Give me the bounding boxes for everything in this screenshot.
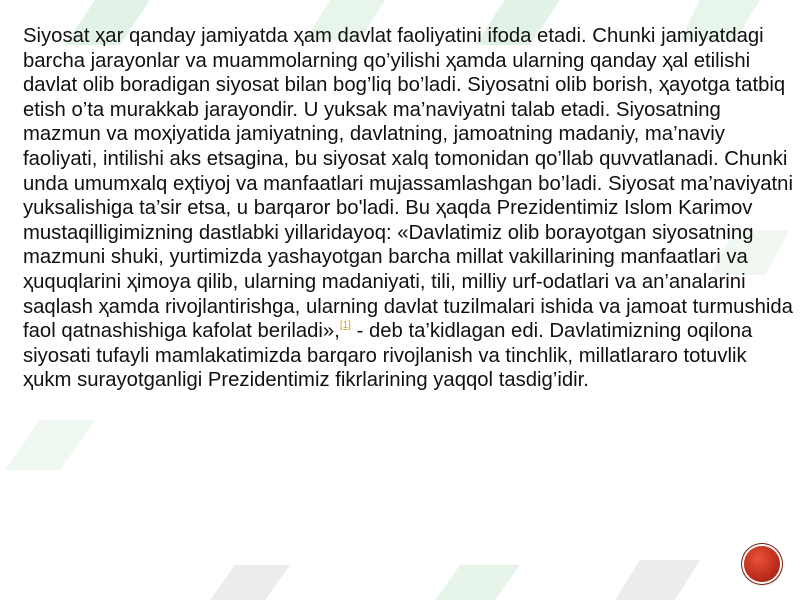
footnote-ref[interactable] — [340, 320, 351, 331]
body-text-part-2: - deb ta’kidlagan edi. Davlatimizning oqilona siyosati tufayli mamlakatimizda barqaro rivojlanish va tinchlik, millatlararo totuvlik ҳukm surayotganligi Prezidentimiz fikrlarining yaqqol tasdig’idir. — [23, 320, 753, 392]
watermark-stripe — [5, 420, 95, 470]
watermark-stripe — [615, 560, 700, 600]
watermark-stripe — [210, 565, 290, 600]
body-paragraph — [23, 24, 793, 393]
red-circle-button-icon[interactable] — [744, 546, 780, 582]
footnote-link[interactable]: [1] — [339, 320, 351, 332]
watermark-stripe — [435, 565, 520, 600]
body-text-part-1: Siyosat ҳar qanday jamiyatda ҳam davlat faoliyatini ifoda etadi. Chunki jamiyatdagi barcha jarayonlar va muammolarning qo’yilishi ҳamda ularning qanday ҳal etilishi davlat olib boradigan siyosat bilan bog’liq bo’ladi. Siyosatni olib borish, ҳayotga tatbiq etish o’ta murakkab jarayondir. U yuksak ma’naviyatni talab etadi. Siyosatning mazmun va moҳiyatida jamiyatning, davlatning, jamoatning madaniy, ma’naviy faoliyati, intilishi aks etsagina, bu siyosat xalq tomonidan qo’llab quvvatlanadi. Chunki unda umumxalq eҳtiyoj va manfaatlari mujassamlashgan bo’ladi. Siyosat ma’naviyatni yuksalishiga ta’sir etsa, u barqaror bo'ladi. Bu ҳaqda Prezidentimiz Islom Karimov mustaqilligimizning dastlabki yillaridayoq: «Davlatimiz olib borayotgan siyosatning mazmuni shuki, yurtimizda yashayotgan barcha millat vakillarining manfaatlari va ҳuquqlarini ҳimoya qilib, ularning madaniyati, tili, milliy urf-odatlari va an’analarini saqlash ҳamda rivojlantirishga, ularning davlat tuzilmalari ishida va jamoat turmushida faol qatnashishiga kafolat beriladi», — [23, 25, 793, 343]
